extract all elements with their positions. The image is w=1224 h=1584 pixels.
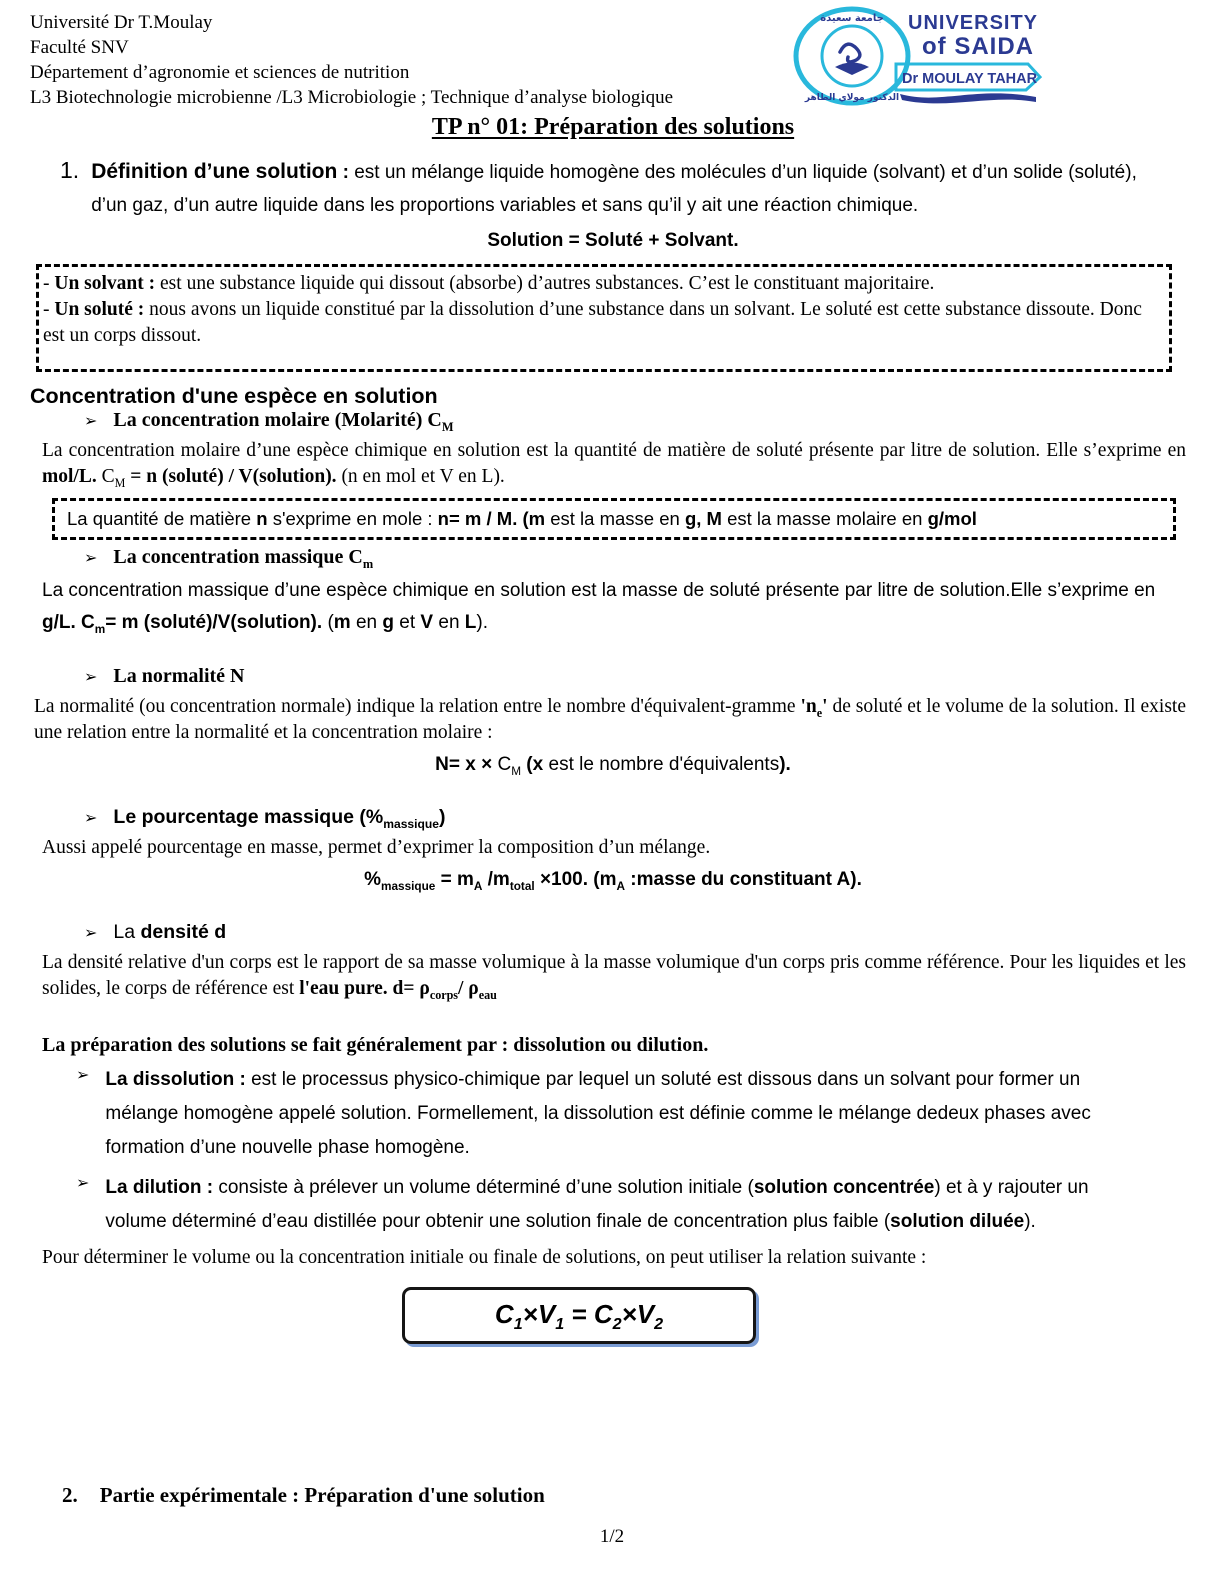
- normality-paragraph: La normalité (ou concentration normale) indique la relation entre le nombre d'équivalent-gramme '$n_e$' de soluté et le volume de la solution. Il existe une relation entre la normalité et la concentration molaire :: [34, 696, 1186, 743]
- arrow-bullet-icon: ➢: [76, 1175, 90, 1192]
- dissolution-item: [76, 1063, 1196, 1165]
- mass-percentage-heading: Le pourcentage massique $(\%_{massique})$: [113, 806, 446, 831]
- arrow-bullet-icon: ➢: [84, 810, 98, 827]
- normality-heading: La normalité N: [113, 665, 245, 687]
- page-number: 1/2: [599, 1526, 625, 1547]
- solvent-definition: - Un solvant : est une substance liquide qui dissout (absorbe) d’autres substances. C’est le constituant majoritaire.: [43, 273, 935, 294]
- mass-concentration-paragraph: La concentration massique d’une espèce chimique en solution est la masse de soluté présente par litre de solution.Elle s’exprime en g/L. $C_m= m$ (soluté)/V(solution). (m en g et V en L).: [42, 580, 1156, 636]
- header-line-department: Département d’agronomie et sciences de nutrition: [30, 62, 410, 83]
- molarity-paragraph: La concentration molaire d’une espèce chimique en solution est la quantité de matière de soluté présente par litre de solution. Elle s’exprime en mol/L. $C_M = n$ (soluté) / V(solution). (n en mol et V en L).: [42, 440, 1186, 490]
- mass-concentration-heading-row: [84, 546, 1196, 572]
- density-heading-row: [84, 921, 1196, 947]
- normality-heading-row: [84, 665, 1196, 691]
- mass-concentration-heading: La concentration massique $C_m$: [113, 546, 374, 571]
- mass-percentage-paragraph: Aussi appelé pourcentage en masse, permet d’exprimer la composition d’un mélange.: [42, 837, 711, 858]
- section-definition: [60, 155, 1196, 222]
- arrow-bullet-icon: ➢: [84, 550, 98, 567]
- dilution-formula: $C_1\times V_1 = C_2\times V_2$: [494, 1299, 664, 1334]
- logo-text-saida: of SAIDA: [922, 33, 1034, 60]
- density-heading: La densité d: [113, 921, 227, 943]
- page-title: TP n° 01: Préparation des solutions: [431, 114, 795, 140]
- section-number: 1.: [60, 157, 80, 183]
- dilution-item: [76, 1171, 1196, 1239]
- arrow-bullet-icon: ➢: [84, 669, 98, 686]
- arrow-bullet-icon: ➢: [84, 413, 98, 430]
- logo-text-moulay-tahar: Dr MOULAY TAHAR: [902, 71, 1038, 87]
- concentration-heading: Concentration d'une espèce en solution: [30, 384, 438, 408]
- header-line-course: L3 Biotechnologie microbienne /L3 Microbiologie ; Technique d’analyse biologique: [30, 87, 674, 108]
- university-logo-graphic: [790, 4, 1042, 106]
- experimental-section-number: 2.: [62, 1483, 78, 1507]
- logo-text-university: UNIVERSITY: [908, 12, 1039, 34]
- density-paragraph: La densité relative d'un corps est le rapport de sa masse volumique à la masse volumique d'un corps pris comme référence. Pour les liquides et les solides, le corps de référence est l'eau pure. $d= \rho_{corps}/$ $\rho_{eau}$: [42, 952, 1186, 1002]
- mole-quantity-box: [52, 498, 1176, 540]
- normality-formula: $N= x \times C_M$ (x est le nombre d'équivalents).: [435, 754, 791, 778]
- solute-definition: - Un soluté : nous avons un liquide constitué par la dissolution d’une substance dans un solvant. Le soluté est cette substance dissoute. Donc est un corps dissout.: [43, 299, 1142, 346]
- solvent-solute-box: [36, 264, 1172, 372]
- dilution-relation-intro: Pour déterminer le volume ou la concentration initiale ou finale de solutions, on peut utiliser la relation suivante :: [42, 1247, 927, 1268]
- experimental-section-heading: Partie expérimentale : Préparation d'une solution: [99, 1483, 545, 1507]
- header-line-university: Université Dr T.Moulay: [30, 12, 213, 33]
- arrow-bullet-icon: ➢: [76, 1067, 90, 1084]
- logo-inner-ring: [822, 26, 882, 86]
- molarity-heading: La concentration molaire (Molarité) $C_M$: [113, 409, 454, 434]
- experimental-section-heading-row: [62, 1483, 545, 1508]
- arrow-bullet-icon: ➢: [84, 925, 98, 942]
- header-line-faculty: Faculté SNV: [30, 37, 129, 58]
- dissolution-text: La dissolution : est le processus physico-chimique par lequel un soluté est dissous dans un solvant pour former un mélange homogène appelé solution. Formellement, la dissolution est définie comme le mélange dedeux phases avec formation d’une nouvelle phase homogène.: [105, 1069, 1091, 1158]
- definition-paragraph: Définition d’une solution : est un mélange liquide homogène des molécules d’un liquide (solvant) et d’un solide (soluté), d’un gaz, d’un autre liquide dans les proportions variables et sans qu’il y ait une réaction chimique.: [91, 160, 1137, 216]
- logo-arabic-bottom: الدكتور مولاي الطاهر: [804, 93, 900, 103]
- mass-percentage-heading-row: [84, 806, 1196, 832]
- logo-arabic-top: جامعة سعيدة: [820, 13, 884, 24]
- solution-equation: Solution = Soluté + Solvant.: [487, 230, 739, 251]
- preparation-heading: La préparation des solutions se fait généralement par : dissolution ou dilution.: [42, 1034, 709, 1056]
- dilution-formula-box: [402, 1287, 756, 1344]
- logo-swoosh: [900, 93, 1036, 103]
- mass-percentage-formula: $\%_{massique} = m_A$ $/m_{total} \times 100$. ($m_A$ :masse du constituant A).: [364, 869, 862, 893]
- molarity-heading-row: [84, 409, 1196, 435]
- dilution-text: La dilution : consiste à prélever un volume déterminé d’une solution initiale (solution concentrée) et à y rajouter un volume déterminé d’eau distillée pour obtenir une solution finale de concentration plus faible (solution diluée).: [105, 1177, 1089, 1232]
- university-logo: [790, 4, 1042, 106]
- mole-quantity-text: La quantité de matière n s'exprime en mole : n= m / M. (m est la masse en g, M est la masse molaire en g/mol: [67, 508, 977, 529]
